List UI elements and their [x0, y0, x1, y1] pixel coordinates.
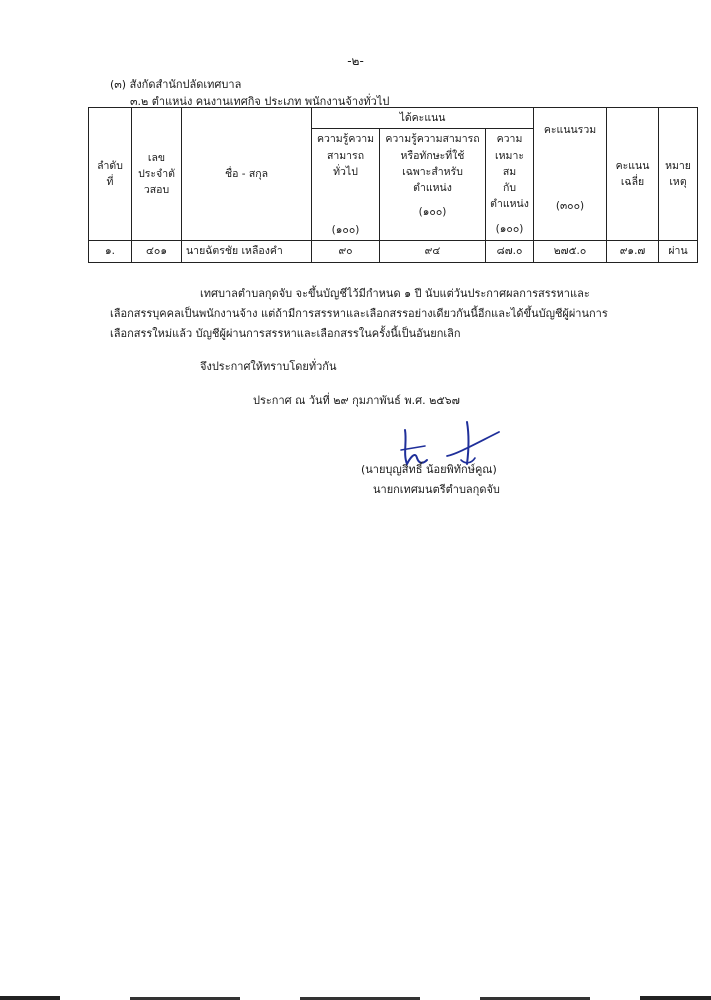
header-name: ชื่อ - สกุล: [182, 108, 312, 241]
paragraph-line: เลือกสรรบุคคลเป็นพนักงานจ้าง แต่ถ้ามีการสรรหาและเลือกสรรอย่างเดียวกันนี้อีกและได้ขึ้นบัญชีผู้ผ่านการ: [110, 307, 608, 320]
header-specific-skills: ความรู้ความสามารถ หรือทักษะที่ใช้ เฉพาะสำหรับ ตำแหน่ง (๑๐๐): [380, 129, 486, 241]
header-order: ลำดับ ที่: [89, 108, 132, 241]
cell-general-knowledge: ๙๐: [312, 241, 380, 262]
cell-remarks: ผ่าน: [659, 241, 698, 262]
section-heading: (๓) สังกัดสำนักปลัดเทศบาล: [110, 78, 242, 91]
table-header-row: [89, 108, 698, 129]
header-suitability: ความ เหมาะสม กับ ตำแหน่ง (๑๐๐): [486, 129, 534, 241]
signatory-name: (นายบุญสิทธิ์ น้อยพิทักษ์คูณ): [361, 463, 497, 476]
header-remarks: หมาย เหตุ: [659, 108, 698, 241]
announcement-date: ประกาศ ณ วันที่ ๒๙ กุมภาพันธ์ พ.ศ. ๒๕๖๗: [253, 394, 460, 407]
paragraph-retention-notice: [110, 284, 670, 344]
header-total: คะแนนรวม (๓๐๐): [534, 108, 607, 241]
paragraph-line: เทศบาลตำบลกุดจับ จะขึ้นบัญชีไว้มีกำหนด ๑ ปี นับแต่วันประกาศผลการสรรหาและ: [200, 287, 590, 300]
header-general-knowledge: ความรู้ความ สามารถทั่วไป (๑๐๐): [312, 129, 380, 241]
score-table: [88, 107, 698, 263]
paragraph-announcement: จึงประกาศให้ทราบโดยทั่วกัน: [200, 360, 337, 373]
subsection-heading: ๓.๒ ตำแหน่ง คนงานเทศกิจ ประเภท พนักงานจ้างทั่วไป: [130, 95, 390, 108]
header-scores-group: ได้คะแนน: [312, 108, 534, 129]
header-exam-number: เลข ประจำตั วสอบ: [132, 108, 182, 241]
page-number: -๒-: [347, 54, 364, 68]
signatory-title: นายกเทศมนตรีตำบลกุดจับ: [373, 483, 500, 496]
paragraph-line: เลือกสรรใหม่แล้ว บัญชีผู้ผ่านการสรรหาและเลือกสรรในครั้งนี้เป็นอันยกเลิก: [110, 327, 461, 340]
cell-total: ๒๗๕.๐: [534, 241, 607, 262]
cell-order: ๑.: [89, 241, 132, 262]
cell-name: นายฉัตรชัย เหลืองคำ: [182, 241, 312, 262]
cell-specific-skills: ๙๔: [380, 241, 486, 262]
table-row: [89, 241, 698, 262]
header-average: คะแนน เฉลี่ย: [607, 108, 659, 241]
cell-suitability: ๘๗.๐: [486, 241, 534, 262]
cell-average: ๙๑.๗: [607, 241, 659, 262]
cell-exam-number: ๔๐๑: [132, 241, 182, 262]
scan-edge-marks: [0, 995, 711, 1000]
